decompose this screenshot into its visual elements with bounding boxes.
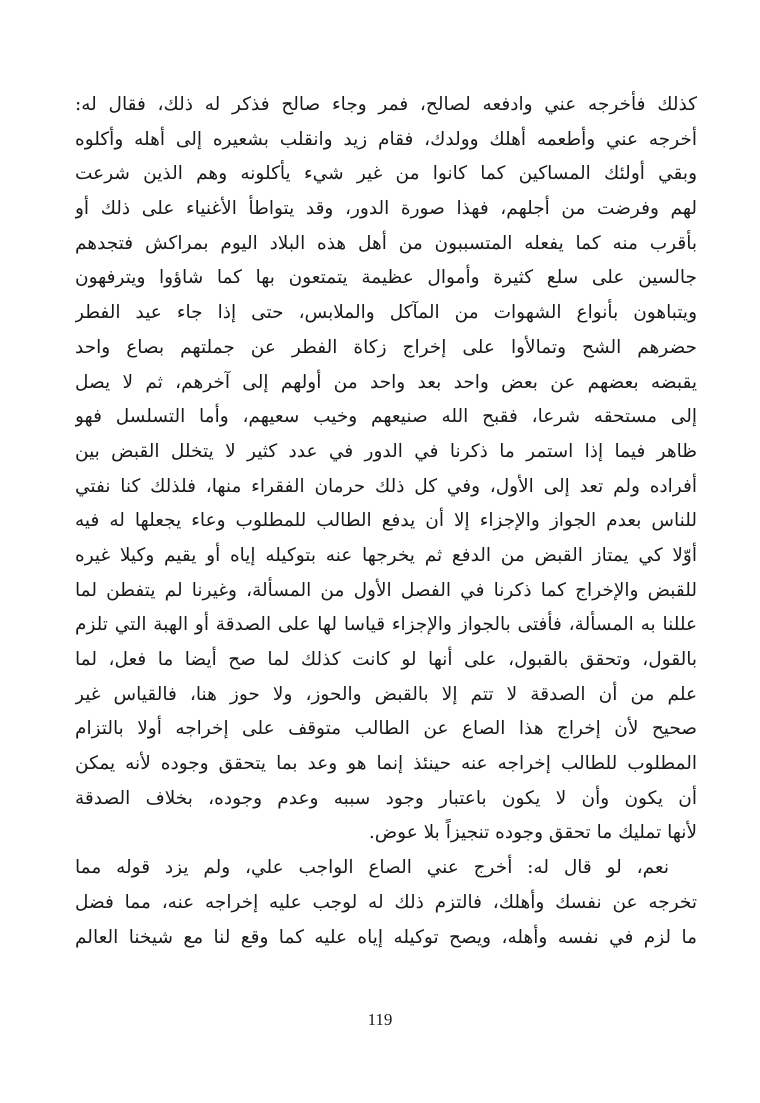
text-line: كذلك فأخرجه عني وادفعه لصالح، فمر وجاء صالح فذكر له ذلك، فقال له: (75, 94, 697, 115)
page-number: 119 (367, 1010, 393, 1029)
text-line: بالقول، وتحقق بالقبول، على أنها لو كانت كذلك لما صح أيضا ما فعل، لما (75, 649, 697, 670)
text-line: تخرجه عن نفسك وأهلك، فالتزم ذلك له لوجب عليه إخراجه عنه، مما فضل (75, 891, 697, 913)
text-line: أفراده ولم تعد إلى الأول، وفي كل ذلك حرمان الفقراء منها، فلذلك كنا نفتي (75, 475, 697, 497)
text-line: بأقرب منه كما يفعله المتسببون من أهل هذه البلاد اليوم بمراكش فتجدهم (75, 232, 697, 254)
text-line: المطلوب للطالب إخراجه عنه حينئذ إنما هو وعد بما يتحقق وجوده لأنه يمكن (75, 753, 697, 775)
text-line: أن يكون وأن لا يكون باعتبار وجود سببه وعدم وجوده، بخلاف الصدقة (75, 787, 697, 809)
body-text (75, 88, 697, 955)
text-line: عللنا به المسألة، فأفتى بالجواز والإجزاء قياسا لها على الصدقة أو الهبة التي تلزم (75, 614, 697, 636)
text-line: ما لزم في نفسه وأهله، ويصح توكيله إياه عليه كما وقع لنا مع شيخنا العالم (75, 926, 697, 948)
text-line: للقبض والإخراج كما ذكرنا في الفصل الأول من المسألة، وغيرنا لم يتفطن لما (75, 579, 697, 601)
text-line: للناس بعدم الجواز والإجزاء إلا أن يدفع الطالب للمطلوب وعاء يجعلها له فيه (75, 510, 697, 532)
text-line: أوّلا كي يمتاز القبض من الدفع ثم يخرجها عنه بتوكيله إياه أو يقيم وكيلا غيره (75, 544, 697, 566)
text-line: لأنها تمليك ما تحقق وجوده تنجيزاً بلا عوض. (368, 822, 697, 844)
text-line: يقبضه بعضهم عن بعض واحد بعد واحد من أولهم إلى آخرهم، ثم لا يصل (75, 371, 697, 393)
text-line: ويتباهون بأنواع الشهوات من المآكل والملابس، حتى إذا جاء عيد الفطر (75, 302, 697, 324)
text-line: ظاهر فيما إذا استمر ما ذكرنا في الدور في عدد كثير لا يتخلل القبض بين (75, 440, 697, 462)
text-line: حضرهم الشح وتمالأوا على إخراج زكاة الفطر عن جملتهم بصاع واحد (75, 336, 697, 358)
text-line: وبقي أولئك المساكين كما كانوا من غير شيء يأكلونه وهم الذين شرعت (75, 163, 697, 185)
text-line: إلى مستحقه شرعا، فقبح الله صنيعهم وخيب سعيهم، وأما التسلسل فهو (75, 406, 697, 428)
text-line: أخرجه عني وأطعمه أهلك وولدك، فقام زيد وانقلب بشعيره إلى أهله وأكلوه (75, 128, 697, 150)
text-line: صحيح لأن إخراج هذا الصاع عن الطالب متوقف على إخراجه أولا بالتزام (75, 718, 697, 740)
text-line: علم من أن الصدقة لا تتم إلا بالقبض والحوز، ولا حوز هنا، فالقياس غير (75, 683, 697, 705)
text-line: لهم وفرضت من أجلهم، فهذا صورة الدور، وقد يتواطأ الأغنياء على ذلك أو (75, 198, 697, 220)
text-line: جالسين على سلع كثيرة وأموال عظيمة يتمتعون بها كما شاؤوا ويترفهون (75, 267, 697, 289)
text-line: نعم، لو قال له: أخرج عني الصاع الواجب علي، ولم يزد قوله مما (75, 857, 669, 879)
